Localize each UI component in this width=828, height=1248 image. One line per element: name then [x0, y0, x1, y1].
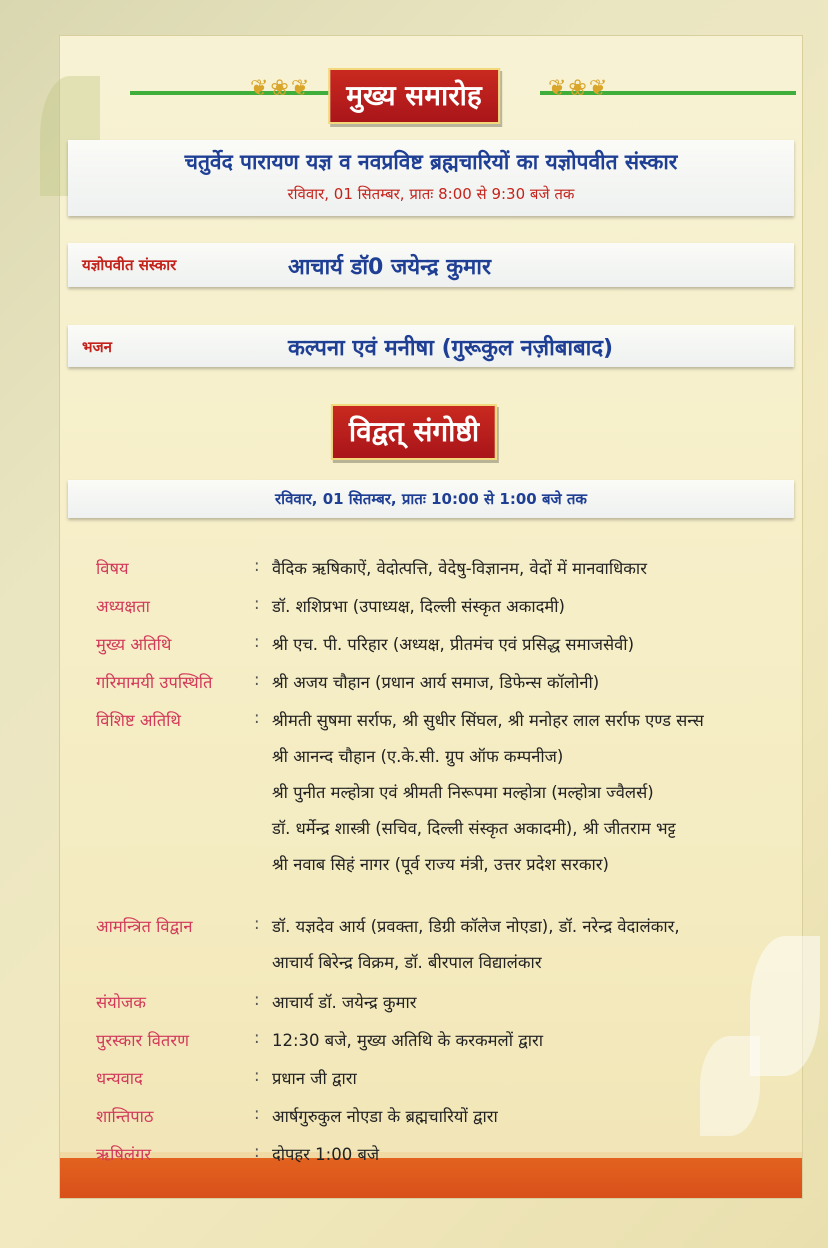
seminar-date-time: रविवार, 01 सितम्बर, प्रातः 10:00 से 1:00 बजे तक: [275, 490, 587, 508]
row-label: यज्ञोपवीत संस्कार: [82, 256, 177, 274]
detail-label: आमन्त्रित विद्वान: [96, 917, 193, 936]
detail-colon: :: [254, 1104, 260, 1123]
detail-value: डॉ. यज्ञदेव आर्य (प्रवक्ता, डिग्री कॉलेज नोएडा), डॉ. नरेन्द्र वेदालंकार,: [272, 917, 680, 936]
detail-label: संयोजक: [96, 993, 146, 1012]
detail-value: आचार्य बिरेन्द्र विक्रम, डॉ. बीरपाल विद्यालंकार: [272, 953, 542, 972]
detail-colon: :: [254, 556, 260, 575]
detail-value: 12:30 बजे, मुख्य अतिथि के करकमलों द्वारा: [272, 1031, 543, 1050]
seminar-heading: विद्वत् संगोष्ठी: [331, 404, 497, 460]
detail-label: शान्तिपाठ: [96, 1107, 154, 1126]
detail-colon: :: [254, 990, 260, 1009]
seminar-date-band: [68, 480, 794, 518]
detail-label: धन्यवाद: [96, 1069, 143, 1088]
detail-label: विषय: [96, 559, 129, 578]
detail-value: आचार्य डॉ. जयेन्द्र कुमार: [272, 993, 417, 1012]
ceremony-title-band: [68, 140, 794, 216]
detail-colon: :: [254, 708, 260, 727]
detail-value: प्रधान जी द्वारा: [272, 1069, 357, 1088]
detail-value: श्री आनन्द चौहान (ए.के.सी. ग्रुप ऑफ कम्पनीज): [272, 747, 564, 766]
detail-colon: :: [254, 632, 260, 651]
detail-value: वैदिक ऋषिकाऐं, वेदोत्पत्ति, वेदेषु-विज्ञानम, वेदों में मानवाधिकार: [272, 559, 647, 578]
row-label: भजन: [82, 338, 113, 356]
detail-label: ऋषिलंगर: [96, 1145, 152, 1164]
detail-colon: :: [254, 594, 260, 613]
detail-value: श्रीमती सुषमा सर्राफ, श्री सुधीर सिंघल, श्री मनोहर लाल सर्राफ एण्ड सन्स: [272, 711, 704, 730]
sacred-thread-row: [68, 243, 794, 287]
main-ceremony-heading: मुख्य समारोह: [328, 68, 500, 124]
footer-band: [60, 1158, 802, 1198]
detail-value: श्री पुनीत मल्होत्रा एवं श्रीमती निरूपमा मल्होत्रा (मल्होत्रा ज्वैलर्स): [272, 783, 654, 802]
ornament-left-icon: ❦❀❦: [250, 76, 312, 101]
detail-label: गरिमामयी उपस्थिति: [96, 673, 213, 692]
ceremony-date-time: रविवार, 01 सितम्बर, प्रातः 8:00 से 9:30 बजे तक: [287, 185, 575, 203]
row-value: कल्पना एवं मनीषा (गुरूकुल नज़ीबाबाद): [288, 336, 614, 361]
detail-colon: :: [254, 914, 260, 933]
detail-colon: :: [254, 1028, 260, 1047]
bhajan-row: [68, 325, 794, 367]
flower-decoration: [700, 1036, 760, 1136]
detail-value: डॉ. शशिप्रभा (उपाध्यक्ष, दिल्ली संस्कृत अकादमी): [272, 597, 565, 616]
ornament-right-icon: ❦❀❦: [548, 76, 610, 101]
detail-label: पुरस्कार वितरण: [96, 1031, 190, 1050]
row-value: आचार्य डॉ0 जयेन्द्र कुमार: [288, 255, 491, 280]
detail-value: श्री एच. पी. परिहार (अध्यक्ष, प्रीतमंच एवं प्रसिद्ध समाजसेवी): [272, 635, 635, 654]
detail-value: आर्षगुरुकुल नोएडा के ब्रह्मचारियों द्वारा: [272, 1107, 498, 1126]
detail-label: विशिष्ट अतिथि: [96, 711, 181, 730]
ceremony-title: चतुर्वेद पारायण यज्ञ व नवप्रविष्ट ब्रह्मचारियों का यज्ञोपवीत संस्कार: [184, 150, 678, 174]
detail-value: डॉ. धर्मेन्द्र शास्त्री (सचिव, दिल्ली संस्कृत अकादमी), श्री जीतराम भट्ट: [272, 819, 676, 838]
detail-value: श्री अजय चौहान (प्रधान आर्य समाज, डिफेन्स कॉलोनी): [272, 673, 600, 692]
flower-decoration: [750, 936, 820, 1076]
detail-colon: :: [254, 1066, 260, 1085]
detail-label: अध्यक्षता: [96, 597, 150, 616]
detail-value: दोपहर 1:00 बजे: [272, 1145, 380, 1164]
detail-colon: :: [254, 670, 260, 689]
detail-colon: :: [254, 1142, 260, 1161]
detail-value: श्री नवाब सिहं नागर (पूर्व राज्य मंत्री, उत्तर प्रदेश सरकार): [272, 855, 609, 874]
detail-label: मुख्य अतिथि: [96, 635, 172, 654]
